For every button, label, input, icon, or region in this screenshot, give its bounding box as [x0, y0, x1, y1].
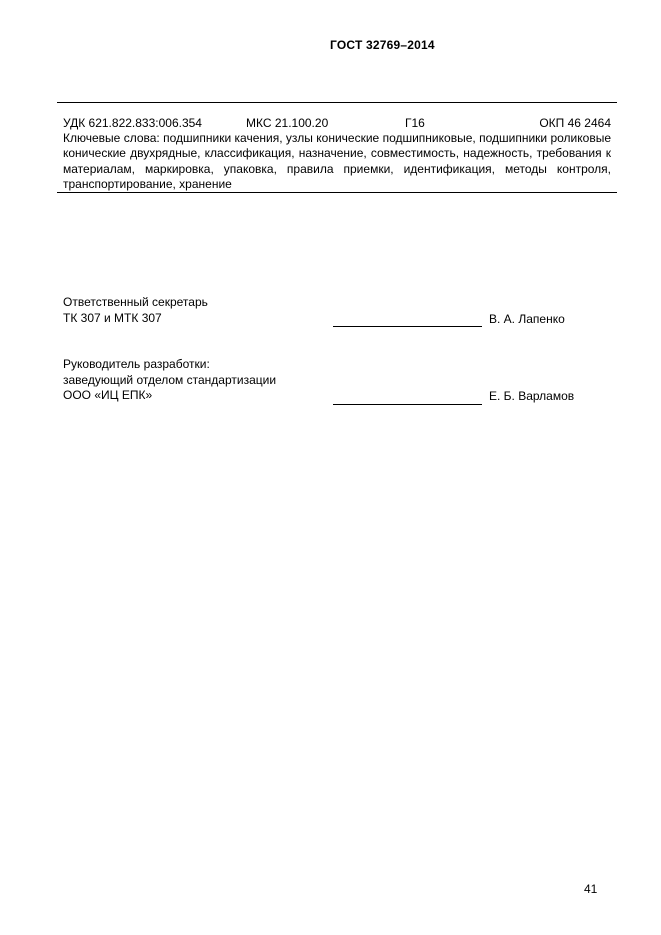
signatory-2-line-1: Руководитель разработки:	[63, 357, 210, 371]
keywords-paragraph: Ключевые слова: подшипники качения, узлы конические подшипниковые, подшипники роликовые конические двухрядные, классификация, назначение, совместимость, надежность, требования к материалам, маркировка, упаковка, правила приемки, идентификация, методы контроля, транспортирование, хранение	[63, 131, 611, 191]
okp-code: ОКП 46 2464	[539, 116, 611, 130]
signatory-1-name: В. А. Лапенко	[489, 312, 565, 326]
signature-line-2	[333, 404, 482, 405]
signatory-2-line-2: заведующий отделом стандартизации	[63, 372, 277, 387]
page-number: 41	[584, 882, 598, 896]
group-code: Г16	[405, 116, 425, 130]
signatory-1-line-2: ТК 307 и МТК 307	[63, 310, 162, 325]
signatory-1-line-1: Ответственный секретарь	[63, 295, 208, 309]
top-divider	[57, 102, 617, 103]
bottom-divider	[57, 192, 617, 193]
signatory-2-line-3: ООО «ИЦ ЕПК»	[63, 388, 153, 402]
signature-line-1	[333, 326, 482, 327]
classification-codes	[63, 116, 611, 132]
udk-code: УДК 621.822.833:006.354	[63, 116, 202, 130]
signatory-2-name: Е. Б. Варламов	[489, 389, 575, 403]
mks-code: МКС 21.100.20	[246, 116, 329, 130]
standard-designation: ГОСТ 32769–2014	[330, 38, 435, 52]
